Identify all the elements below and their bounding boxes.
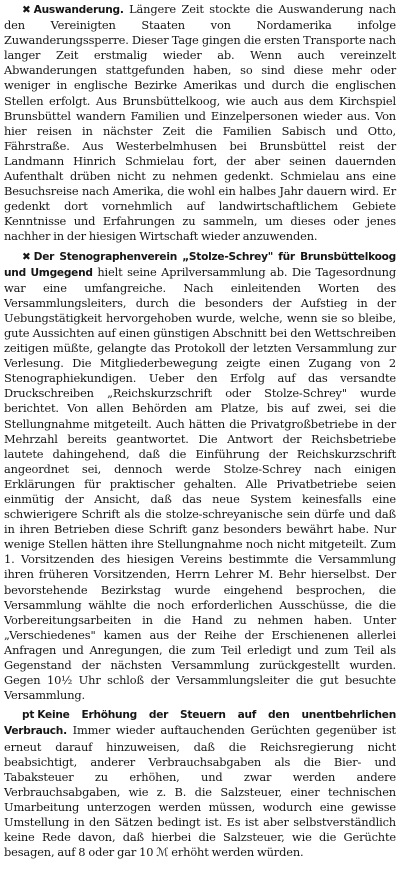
article-paragraph [4, 2, 396, 245]
article-body: hielt seine Aprilversammlung ab. Die Tagesordnung war eine umfangreiche. Nach einleitenden Worten des Versammlungsleiters, durch die besonders der Aufstieg in der Uebungstätigkeit hervorgehoben wurde, welche, wenn sie so bleibe, gute Aussichten auf einen günstigen Abschnitt bei den Wettschreiben zeitigen müßte, gelangte das Protokoll der letzten Versammlung zur Verlesung. Die Mitgliederbewegung zeigte einen Zugang von 2 Stenographiekundigen. Ueber den Erfolg auf das versandte Druckschreiben „Reichskurzschrift oder Stolze-Schrey" wurde berichtet. Von allen Behörden am Platze, bis auf zwei, sei die Stellungnahme mitgeteilt. Auch hätten die Privatgroßbetriebe in der Mehrzahl bereits geantwortet. Die Antwort der Reichsbetriebe lautete dahingehend, daß die Einführung der Reichskurzschrift angeordnet sei, dennoch werde Stolze-Schrey nach einigen Erklärungen für praktischer gehalten. Alle Privatbetriebe seien einmütig der Ansicht, daß das neue System keinesfalls eine schwierigere Schrift als die stolze-schreyanische sein dürfe und daß in ihren Betrieben diese Schrift ganz besonders bewährt habe. Nur wenige Stellen hätten ihre Stellungnahme noch nicht mitgeteilt. Zum 1. Vorsitzenden des hiesigen Vereins bestimmte die Versammlung ihren früheren Vorsitzenden, Herrn Lehrer M. Behr hierselbst. Der bevorstehende Bezirkstag wurde eingehend besprochen, die Versammlung wählte die noch erforderlichen Ausschüsse, die die Vorbereitungsarbeiten in die Hand zu nehmen haben. Unter „Verschiedenes" kamen aus der Reihe der Erschienenen allerlei Anfragen und Anregungen, die zum Teil erledigt und zum Teil als Gegenstand der nächsten Versammlung zurückgestellt wurden. Gegen 10½ Uhr schloß der Versammlungsleiter die gut besuchte Versammlung. [4, 264, 396, 703]
article-auswanderung [4, 2, 396, 245]
article-body: Längere Zeit stockte die Auswanderung nach den Vereinigten Staaten von Nordamerika infolge Zuwanderungssperre. Dieser Tage gingen die ersten Transporte nach langer Zeit erstmalig wieder ab. Wenn auch vereinzelt Abwanderungen stattgefunden haben, so sind diese mehr oder weniger in englische Bezirke Amerikas und durch die englischen Stellen erfolgt. Aus Brunsbüttelkoog, wie auch aus dem Kirchspiel Brunsbüttel wandern Familien und Einzelpersonen wieder aus. Von hier reisen in nächster Zeit die Familien Sabisch und Otto, Fährstraße. Aus Westerbelmhusen bei Brunsbüttel reist der Landmann Hinrich Schmielau fort, der aber seinen dauernden Aufenthalt drüben nicht zu nehmen gedenkt. Schmielau ans eine Besuchsreise nach Amerika, die wohl ein halbes Jahr dauern wird. Er gedenkt dort vornehmlich auf landwirtschaftlichem Gebiete Kenntnisse und Erfahrungen zu sammeln, um dieses oder jenes nachher in der hiesigen Wirtschaft wieder anzuwenden. [4, 2, 396, 244]
correspondent-mark: pt [22, 709, 35, 722]
article-stenographenverein [4, 249, 396, 704]
article-headline: Keine Erhöhung der Steuern auf den unentbehrlichen Verbrauch. [4, 709, 396, 738]
crossed-hammers-icon: ✖ [22, 250, 31, 263]
article-body: Immer wieder auftauchenden Gerüchten gegenüber ist erneut darauf hinzuweisen, daß die Reichsregierung nicht beabsichtigt, anderer Verbrauchsabgaben als die Bier- und Tabaksteuer zu erhöhen, und zwar werden andere Verbrauchsabgaben, wie z. B. die Salzsteuer, einer technischen Umarbeitung unterzogen werden müssen, wodurch eine gewisse Umstellung in den Sätzen bedingt ist. Es ist aber selbstverständlich keine Rede davon, daß hierbei die Salzsteuer, wie die Gerüchte besagen, auf 8 oder gar 10 ℳ erhöht werden würden. [4, 723, 396, 860]
article-steuern [4, 707, 396, 860]
crossed-hammers-icon: ✖ [22, 4, 31, 16]
article-paragraph [4, 249, 396, 704]
article-headline: Der Stenographenverein „Stolze-Schrey" für Brunsbüttelkoog und Umgegend [4, 250, 396, 279]
article-headline: Auswanderung. [33, 4, 124, 16]
article-paragraph [4, 707, 396, 860]
